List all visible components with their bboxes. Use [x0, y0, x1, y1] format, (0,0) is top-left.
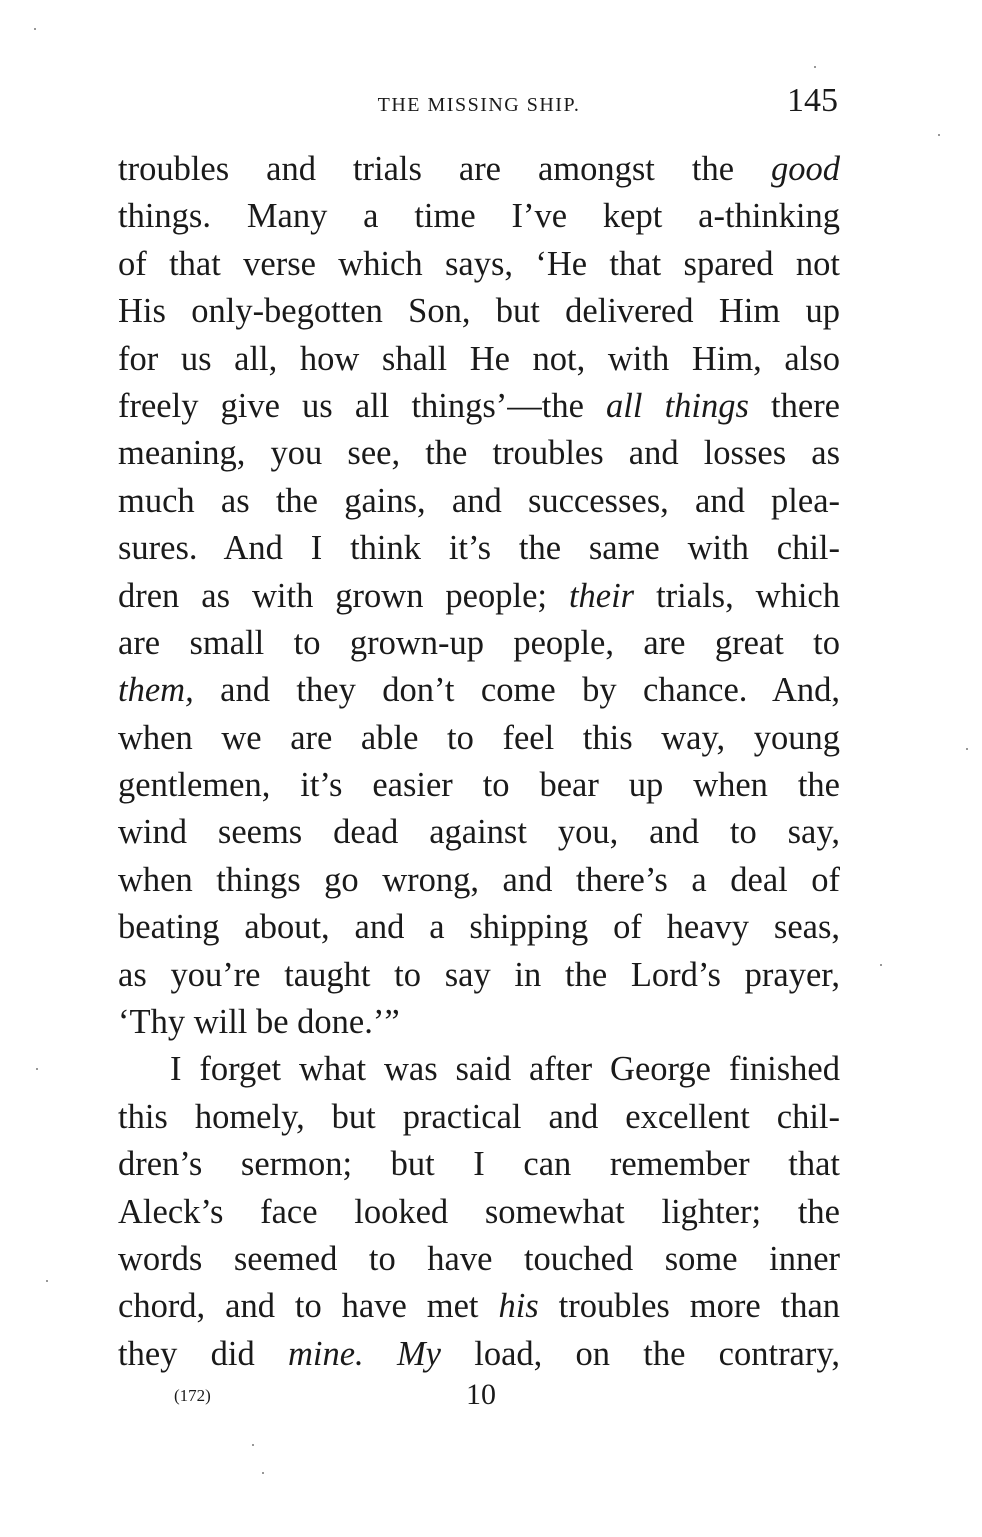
text-line — [118, 1141, 840, 1188]
text-line — [118, 573, 840, 620]
text-run: much as the gains, and successes, and plea- — [118, 481, 840, 520]
text-line — [118, 809, 840, 856]
text-line — [118, 1094, 840, 1141]
text-line — [118, 1331, 840, 1378]
text-run: troubles and trials are amongst the — [118, 150, 771, 188]
text-run — [364, 1335, 397, 1373]
text-run: chord, and to have met — [118, 1287, 499, 1326]
text-line — [118, 1189, 840, 1236]
text-run: troubles more than — [538, 1287, 841, 1326]
page-number: 145 — [787, 82, 838, 119]
text-run: as you’re taught to say in the Lord’s prayer, — [118, 955, 840, 994]
paper-speck — [880, 964, 882, 966]
paper-speck — [262, 1472, 264, 1474]
text-line — [118, 762, 840, 809]
text-line — [118, 430, 840, 477]
text-line — [118, 715, 840, 762]
running-header — [118, 82, 840, 126]
text-run: load, on the contrary, — [441, 1334, 840, 1373]
text-line — [118, 904, 840, 951]
italic-emphasis: good — [771, 150, 840, 188]
text-run: dren as with grown people; — [118, 576, 569, 615]
text-run: wind seems dead against you, and to say, — [118, 813, 840, 852]
paper-speck — [252, 1444, 254, 1446]
text-run: beating about, and a shipping of heavy seas, — [118, 908, 840, 947]
text-run: things. Many a time I’ve kept a-thinking — [118, 197, 840, 236]
text-run: they did — [118, 1334, 288, 1373]
text-line — [118, 667, 840, 714]
italic-emphasis: his — [498, 1287, 539, 1326]
text-line — [118, 1283, 840, 1330]
printer-signature-code: (172) — [174, 1386, 211, 1405]
text-run: and they don’t come by chance. And, — [193, 671, 840, 710]
text-run: are small to grown-up people, are great to — [118, 623, 840, 662]
text-run: His only-begotten Son, but delivered Him up — [118, 292, 840, 331]
page-footer — [118, 1378, 840, 1414]
text-line — [118, 383, 840, 430]
paper-speck — [36, 1068, 38, 1070]
italic-emphasis: their — [568, 576, 635, 615]
running-title: THE MISSING SHIP. — [377, 94, 581, 116]
text-run: words seemed to have touched some inner — [118, 1239, 840, 1278]
text-line — [118, 999, 840, 1046]
text-run: freely give us all things’—the — [118, 386, 607, 425]
text-run: meaning, you see, the troubles and losses as — [118, 434, 840, 473]
italic-emphasis: My — [396, 1334, 441, 1373]
text-line — [118, 193, 840, 240]
text-run: dren’s sermon; but I can remember that — [118, 1145, 840, 1184]
gathering-signature-mark: 10 — [466, 1378, 496, 1411]
text-run: when things go wrong, and there’s a deal of — [118, 860, 840, 899]
text-line — [118, 620, 840, 667]
text-run: sures. And I think it’s the same with chil- — [118, 529, 840, 568]
italic-emphasis: all things — [606, 386, 749, 425]
text-run: ‘Thy will be done.’” — [118, 1003, 400, 1042]
text-line — [118, 857, 840, 904]
text-line — [118, 478, 840, 525]
paragraph-first-line — [118, 1046, 840, 1093]
paper-speck — [34, 28, 36, 30]
text-run: Aleck’s face looked somewhat lighter; the — [118, 1192, 840, 1231]
text-run: there — [748, 386, 840, 425]
text-line — [118, 241, 840, 288]
body-text — [118, 146, 840, 1378]
paper-speck — [966, 748, 968, 750]
text-line — [118, 146, 840, 193]
text-line — [118, 288, 840, 335]
italic-emphasis: them, — [118, 671, 194, 710]
text-run: of that verse which says, ‘He that spared not — [118, 244, 840, 283]
text-line — [118, 1236, 840, 1283]
paper-speck — [814, 66, 816, 68]
paper-speck — [46, 1280, 48, 1282]
paper-speck — [938, 134, 940, 136]
text-line — [118, 336, 840, 383]
text-run: gentlemen, it’s easier to bear up when the — [118, 766, 840, 805]
text-run: this homely, but practical and excellent chil- — [118, 1097, 840, 1136]
italic-emphasis: mine. — [287, 1334, 364, 1373]
text-run: trials, which — [634, 576, 840, 615]
text-run: when we are able to feel this way, young — [118, 718, 840, 757]
text-run: I forget what was said after George finished — [170, 1050, 840, 1089]
text-line — [118, 952, 840, 999]
text-run: for us all, how shall He not, with Him, also — [118, 339, 840, 378]
text-line — [118, 525, 840, 572]
